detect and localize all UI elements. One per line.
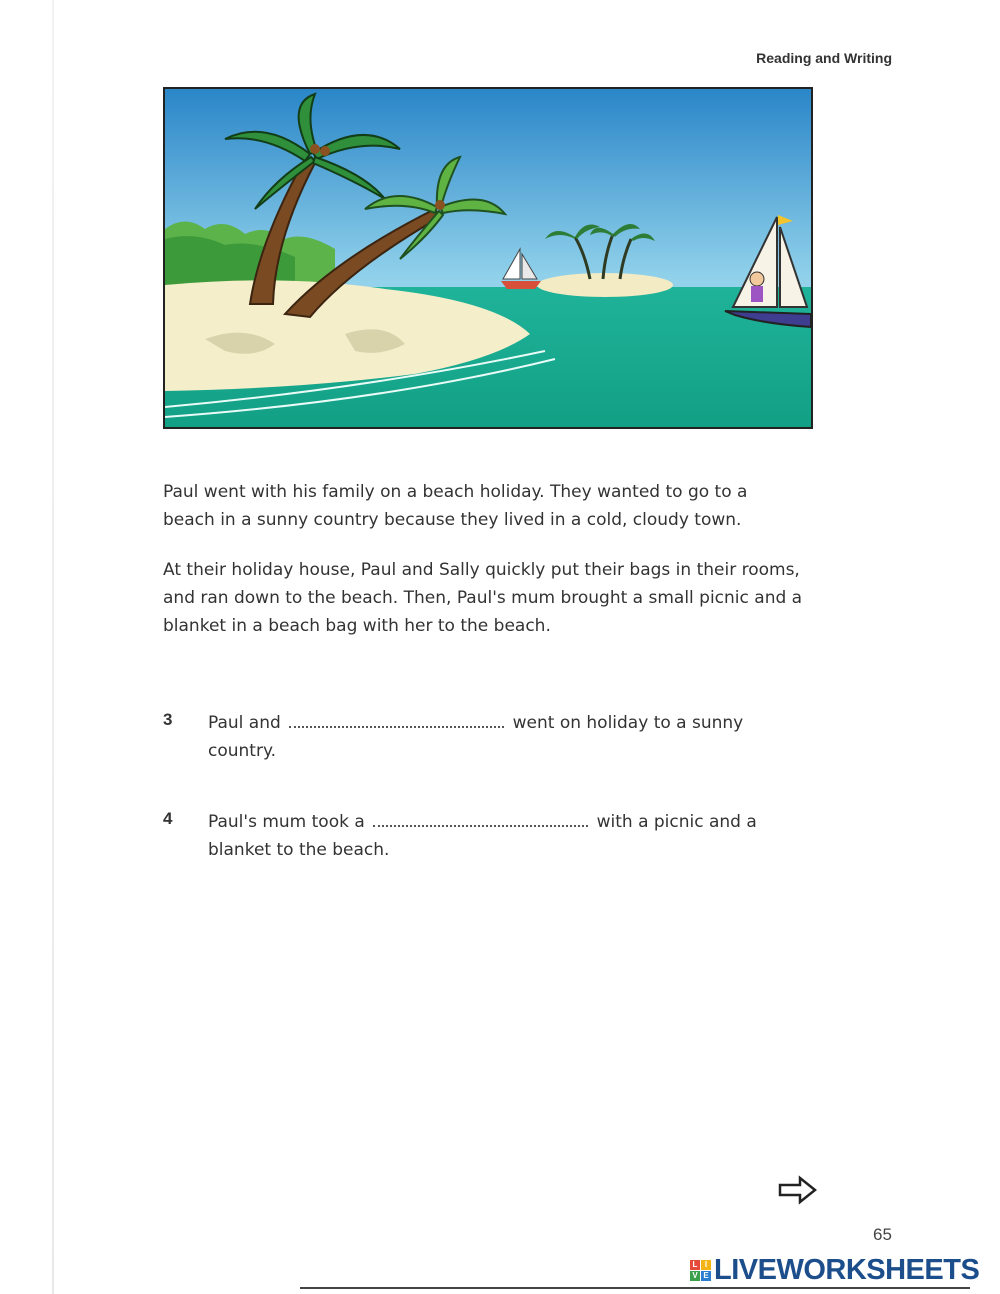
page-number: 65 bbox=[873, 1225, 892, 1244]
answer-blank-4[interactable] bbox=[373, 805, 588, 827]
question-number: 3 bbox=[163, 710, 173, 729]
section-header: Reading and Writing bbox=[756, 50, 892, 66]
reading-passage bbox=[163, 478, 803, 662]
question-4 bbox=[163, 805, 783, 864]
logo-icon bbox=[690, 1260, 711, 1281]
logo-letter: L bbox=[690, 1260, 700, 1270]
passage-paragraph-1: Paul went with his family on a beach holiday. They wanted to go to a beach in a sunny country because they lived in a cold, cloudy town. bbox=[163, 482, 748, 530]
question-number: 4 bbox=[163, 809, 173, 828]
logo-letter: E bbox=[701, 1271, 711, 1281]
question-text-before: Paul's mum took a bbox=[208, 812, 365, 832]
question-3 bbox=[163, 706, 783, 765]
logo-text: LIVEWORKSHEETS bbox=[714, 1254, 980, 1286]
answer-blank-3[interactable] bbox=[289, 706, 504, 728]
right-arrow-icon[interactable] bbox=[778, 1175, 818, 1209]
beach-illustration bbox=[163, 87, 813, 429]
passage-paragraph-2: At their holiday house, Paul and Sally quickly put their bags in their rooms, and ran down to the beach. Then, Paul's mum brought a small picnic and a blanket in a beach bag with her to the beach. bbox=[163, 560, 803, 636]
logo-letter: I bbox=[701, 1260, 711, 1270]
page-edge bbox=[52, 0, 54, 1294]
question-text-before: Paul and bbox=[208, 713, 281, 733]
question-text-after: with a picnic and a blanket to the beach. bbox=[208, 812, 757, 860]
bottom-rule bbox=[300, 1287, 970, 1289]
liveworksheets-logo bbox=[690, 1254, 979, 1287]
question-text-after: went on holiday to a sunny country. bbox=[208, 713, 744, 761]
logo-letter: V bbox=[690, 1271, 700, 1281]
